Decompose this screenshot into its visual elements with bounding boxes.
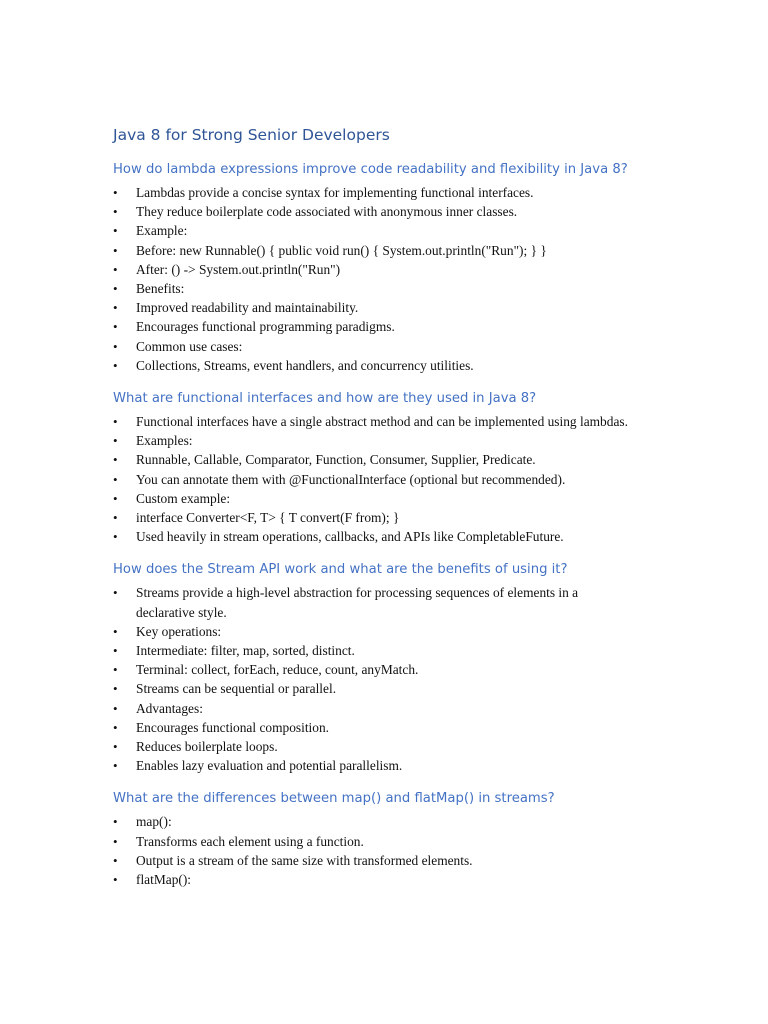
- bullet-list: [113, 412, 633, 546]
- document-title: Java 8 for Strong Senior Developers: [113, 126, 390, 144]
- bullet-icon: •: [113, 758, 118, 774]
- bullet-icon: •: [113, 681, 118, 697]
- section-heading: How do lambda expressions improve code readability and flexibility in Java 8?: [113, 162, 628, 177]
- bullet-icon: •: [113, 433, 118, 449]
- list-item: • Reduces boilerplate loops.: [113, 737, 633, 756]
- bullet-icon: •: [113, 204, 118, 220]
- bullet-icon: •: [113, 242, 118, 258]
- list-item: • Terminal: collect, forEach, reduce, count, anyMatch.: [113, 660, 633, 679]
- bullet-icon: •: [113, 739, 118, 755]
- list-item: • Transforms each element using a function.: [113, 832, 633, 851]
- bullet-icon: •: [113, 585, 118, 601]
- list-item: • Streams can be sequential or parallel.: [113, 679, 633, 698]
- bullet-icon: •: [113, 452, 118, 468]
- bullet-icon: •: [113, 319, 118, 335]
- bullet-icon: •: [113, 833, 118, 849]
- section-heading: What are the differences between map() and flatMap() in streams?: [113, 791, 555, 807]
- list-item: • Benefits:: [113, 279, 633, 298]
- list-item: • Common use cases:: [113, 337, 633, 356]
- list-item: • Key operations:: [113, 622, 633, 641]
- bullet-icon: •: [113, 814, 118, 830]
- section-functional-interfaces: [113, 389, 633, 546]
- bullet-icon: •: [113, 357, 118, 373]
- bullet-icon: •: [113, 471, 118, 487]
- bullet-icon: •: [113, 490, 118, 506]
- list-item: • interface Converter<F, T> { T convert(F from); }: [113, 508, 633, 527]
- list-item: • Used heavily in stream operations, callbacks, and APIs like CompletableFuture.: [113, 527, 633, 546]
- list-item: • Lambdas provide a concise syntax for implementing functional interfaces.: [113, 183, 633, 202]
- list-item: • Before: new Runnable() { public void run() { System.out.println("Run"); } }: [113, 241, 633, 260]
- list-item: • Collections, Streams, event handlers, and concurrency utilities.: [113, 356, 633, 375]
- list-item: • Example:: [113, 221, 633, 240]
- section-stream-api: [113, 560, 633, 775]
- bullet-icon: •: [113, 223, 118, 239]
- list-item: • Examples:: [113, 431, 633, 450]
- bullet-icon: •: [113, 300, 118, 316]
- bullet-icon: •: [113, 872, 118, 888]
- list-item: • map():: [113, 812, 633, 831]
- bullet-list: [113, 583, 633, 775]
- document-page: [113, 124, 633, 903]
- bullet-icon: •: [113, 261, 118, 277]
- list-item: • Output is a stream of the same size with transformed elements.: [113, 851, 633, 870]
- list-item: • Functional interfaces have a single abstract method and can be implemented using lambdas.: [113, 412, 633, 431]
- list-item: • After: () -> System.out.println("Run"): [113, 260, 633, 279]
- list-item: • Encourages functional programming paradigms.: [113, 317, 633, 336]
- bullet-icon: •: [113, 185, 118, 200]
- bullet-icon: •: [113, 338, 118, 354]
- list-item: • Streams provide a high-level abstraction for processing sequences of elements in a declarative style.: [113, 585, 579, 620]
- bullet-icon: •: [113, 643, 118, 659]
- bullet-icon: •: [113, 623, 118, 639]
- bullet-list: [113, 812, 633, 889]
- bullet-icon: •: [113, 414, 118, 430]
- bullet-icon: •: [113, 662, 118, 678]
- bullet-icon: •: [113, 529, 118, 545]
- bullet-icon: •: [113, 719, 118, 735]
- list-item: • flatMap():: [113, 870, 633, 889]
- list-item: • Improved readability and maintainability.: [113, 298, 633, 317]
- section-map-flatmap: [113, 789, 633, 889]
- bullet-list: [113, 183, 633, 375]
- section-heading: How does the Stream API work and what are the benefits of using it?: [113, 562, 568, 578]
- section-heading: What are functional interfaces and how are they used in Java 8?: [113, 391, 537, 407]
- list-item: • Intermediate: filter, map, sorted, distinct.: [113, 641, 633, 660]
- list-item: • They reduce boilerplate code associated with anonymous inner classes.: [113, 202, 633, 221]
- section-lambda: [113, 160, 633, 375]
- bullet-icon: •: [113, 852, 118, 868]
- list-item: • Enables lazy evaluation and potential parallelism.: [113, 756, 633, 775]
- list-item: • You can annotate them with @FunctionalInterface (optional but recommended).: [113, 470, 633, 489]
- bullet-icon: •: [113, 510, 118, 526]
- list-item: • Runnable, Callable, Comparator, Function, Consumer, Supplier, Predicate.: [113, 450, 633, 469]
- bullet-icon: •: [113, 700, 118, 716]
- list-item: • Custom example:: [113, 489, 633, 508]
- bullet-icon: •: [113, 281, 118, 297]
- list-item: • Advantages:: [113, 699, 633, 718]
- list-item: • Encourages functional composition.: [113, 718, 633, 737]
